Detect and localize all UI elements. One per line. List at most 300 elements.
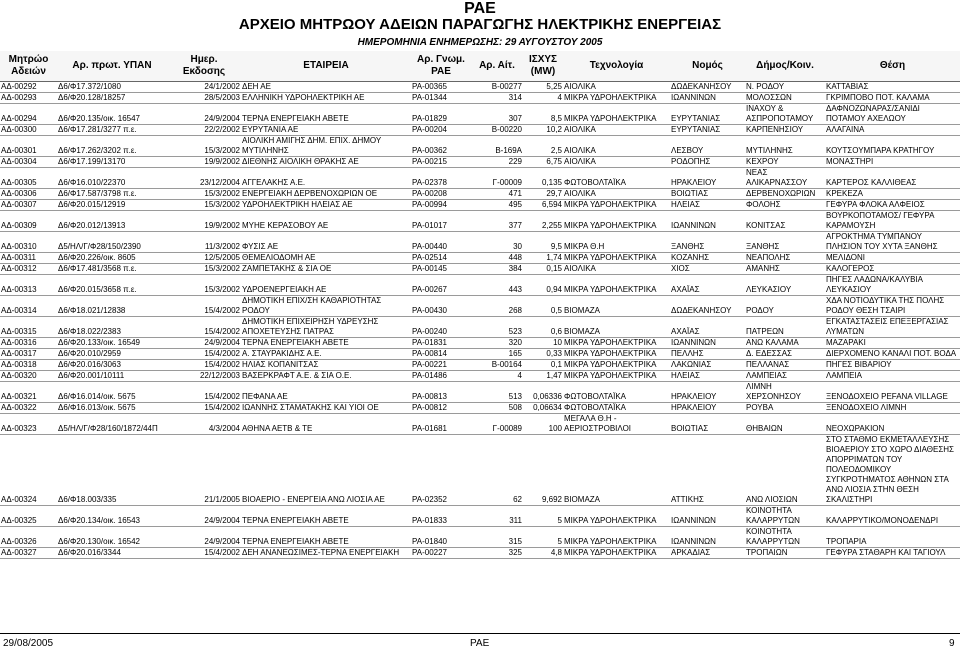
cell-technology: ΜΙΚΡΑ ΥΔΡΟΗΛΕΚΤΡΙΚΑ bbox=[563, 360, 670, 371]
cell-opinion-number: ΡΑ-00430 bbox=[411, 296, 471, 317]
cell-application-number: 314 bbox=[471, 93, 523, 104]
cell-company: ΙΩΑΝΝΗΣ ΣΤΑΜΑΤΑΚΗΣ ΚΑΙ ΥΙΟΙ ΟΕ bbox=[241, 403, 411, 414]
table-row bbox=[0, 317, 960, 338]
cell-prefecture: ΗΛΕΙΑΣ bbox=[670, 371, 745, 382]
table-row bbox=[0, 338, 960, 349]
cell-company: ΠΕΦΑΝΑ ΑΕ bbox=[241, 382, 411, 403]
table-row bbox=[0, 93, 960, 104]
cell-license-id: ΑΔ-00301 bbox=[0, 136, 57, 157]
cell-application-number: Β-00220 bbox=[471, 125, 523, 136]
cell-application-number: Β-169Α bbox=[471, 136, 523, 157]
cell-technology: ΜΙΚΡΑ ΥΔΡΟΗΛΕΚΤΡΙΚΑ bbox=[563, 211, 670, 232]
cell-capacity: 4 bbox=[523, 93, 563, 104]
cell-application-number: Β-00164 bbox=[471, 360, 523, 371]
cell-opinion-number: ΡΑ-00994 bbox=[411, 200, 471, 211]
cell-capacity: 4,8 bbox=[523, 548, 563, 559]
cell-capacity: 0,1 bbox=[523, 360, 563, 371]
cell-location: ΚΑΡΤΕΡΟΣ ΚΑΛΛΙΘΕΑΣ bbox=[825, 168, 960, 189]
cell-protocol-number: Δ6/Φ17.481/3568 π.ε. bbox=[57, 264, 167, 275]
cell-company: ΔΕΗ ΑΕ bbox=[241, 82, 411, 93]
cell-capacity: 0,5 bbox=[523, 296, 563, 317]
cell-protocol-number: Δ5/ΗΛ/Γ/Φ28/160/1872/44Π bbox=[57, 414, 167, 435]
cell-municipality: ΛΙΜΝΗ ΧΕΡΣΟΝΗΣΟΥ bbox=[745, 382, 825, 403]
cell-protocol-number: Δ6/Φ18.021/12838 bbox=[57, 296, 167, 317]
update-date: ΗΜΕΡΟΜΗΝΙΑ ΕΝΗΜΕΡΩΣΗΣ: 29 ΑΥΓΟΥΣΤΟΥ 2005 bbox=[357, 37, 603, 48]
cell-protocol-number: Δ6/Φ18.003/335 bbox=[57, 435, 167, 506]
cell-technology: ΦΩΤΟΒΟΛΤΑΪΚΑ bbox=[563, 168, 670, 189]
cell-municipality: ΚΟΝΙΤΣΑΣ bbox=[745, 211, 825, 232]
cell-company: ΕΝΕΡΓΕΙΑΚΗ ΔΕΡΒΕΝΟΧΩΡΙΩΝ ΟΕ bbox=[241, 189, 411, 200]
cell-capacity: 0,06336 bbox=[523, 382, 563, 403]
cell-issue-date: 22/2/2002 bbox=[167, 125, 241, 136]
cell-technology: ΜΙΚΡΑ ΥΔΡΟΗΛΕΚΤΡΙΚΑ bbox=[563, 253, 670, 264]
cell-location: ΓΕΦΥΡΑ ΦΛΟΚΑ ΑΛΦΕΙΟΣ bbox=[825, 200, 960, 211]
cell-location: ΔΙΕΡΧΟΜΕΝΟ ΚΑΝΑΛΙ ΠΟΤ. ΒΟΔΑ bbox=[825, 349, 960, 360]
cell-license-id: ΑΔ-00315 bbox=[0, 317, 57, 338]
cell-capacity: 0,6 bbox=[523, 317, 563, 338]
cell-issue-date: 15/3/2002 bbox=[167, 200, 241, 211]
cell-opinion-number: ΡΑ-00227 bbox=[411, 548, 471, 559]
cell-technology: ΑΙΟΛΙΚΑ bbox=[563, 264, 670, 275]
cell-location: ΝΕΟΧΩΡΑΚΙΟΝ bbox=[825, 414, 960, 435]
cell-company: ΜΥΗΕ ΚΕΡΑΣΟΒΟΥ ΑΕ bbox=[241, 211, 411, 232]
cell-technology: ΜΙΚΡΑ ΥΔΡΟΗΛΕΚΤΡΙΚΑ bbox=[563, 548, 670, 559]
cell-municipality: ΑΝΩ ΚΑΛΑΜΑ bbox=[745, 338, 825, 349]
cell-technology: ΑΙΟΛΙΚΑ bbox=[563, 82, 670, 93]
table-row bbox=[0, 200, 960, 211]
table-row bbox=[0, 414, 960, 435]
cell-prefecture: ΑΡΚΑΔΙΑΣ bbox=[670, 548, 745, 559]
cell-opinion-number: ΡΑ-00267 bbox=[411, 275, 471, 296]
cell-issue-date: 15/3/2002 bbox=[167, 189, 241, 200]
column-header-location: Θέση bbox=[825, 51, 960, 82]
cell-prefecture: ΗΡΑΚΛΕΙΟΥ bbox=[670, 403, 745, 414]
cell-location: ΕΓΚΑΤΑΣΤΑΣΕΙΣ ΕΠΕΞΕΡΓΑΣΙΑΣ ΛΥΜΑΤΩΝ bbox=[825, 317, 960, 338]
cell-issue-date: 24/9/2004 bbox=[167, 338, 241, 349]
cell-opinion-number: ΡΑ-00145 bbox=[411, 264, 471, 275]
cell-company: ΔΗΜΟΤΙΚΗ ΕΠΙΧ/ΣΗ ΚΑΘΑΡΙΟΤΗΤΑΣ ΡΟΔΟΥ bbox=[241, 296, 411, 317]
cell-license-id: ΑΔ-00292 bbox=[0, 82, 57, 93]
cell-application-number: 384 bbox=[471, 264, 523, 275]
cell-municipality: ΡΟΔΟΥ bbox=[745, 296, 825, 317]
cell-company: ΖΑΜΠΕΤΑΚΗΣ & ΣΙΑ ΟΕ bbox=[241, 264, 411, 275]
cell-location: ΑΛΑΓΑΙΝΑ bbox=[825, 125, 960, 136]
table-row bbox=[0, 168, 960, 189]
cell-capacity: 5 bbox=[523, 527, 563, 548]
cell-location: ΜΑΖΑΡΑΚΙ bbox=[825, 338, 960, 349]
cell-municipality: ΦΟΛΟΗΣ bbox=[745, 200, 825, 211]
cell-application-number: 320 bbox=[471, 338, 523, 349]
cell-technology: ΒΙΟΜΑΖΑ bbox=[563, 296, 670, 317]
cell-capacity: 1,47 bbox=[523, 371, 563, 382]
cell-opinion-number: ΡΑ-00814 bbox=[411, 349, 471, 360]
cell-location: ΚΑΛΟΓΕΡΟΣ bbox=[825, 264, 960, 275]
cell-issue-date: 4/3/2004 bbox=[167, 414, 241, 435]
cell-opinion-number: ΡΑ-01017 bbox=[411, 211, 471, 232]
cell-location: ΔΑΦΝΟΖΩΝΑΡΑΣ/ΣΑΝΙΔΙ ΠΟΤΑΜΟΥ ΑΧΕΛΩΟΥ bbox=[825, 104, 960, 125]
cell-opinion-number: ΡΑ-00221 bbox=[411, 360, 471, 371]
cell-issue-date: 15/4/2002 bbox=[167, 296, 241, 317]
table-row bbox=[0, 189, 960, 200]
cell-opinion-number: ΡΑ-00813 bbox=[411, 382, 471, 403]
cell-capacity: 8,5 bbox=[523, 104, 563, 125]
cell-protocol-number: Δ6/Φ20.001/10111 bbox=[57, 371, 167, 382]
cell-prefecture: ΗΛΕΙΑΣ bbox=[670, 200, 745, 211]
cell-application-number: 448 bbox=[471, 253, 523, 264]
cell-technology: ΦΩΤΟΒΟΛΤΑΪΚΑ bbox=[563, 382, 670, 403]
cell-prefecture: ΙΩΑΝΝΙΝΩΝ bbox=[670, 93, 745, 104]
cell-company: ΤΕΡΝΑ ΕΝΕΡΓΕΙΑΚΗ ΑΒΕΤΕ bbox=[241, 506, 411, 527]
cell-municipality: ΡΟΥΒΑ bbox=[745, 403, 825, 414]
cell-application-number: 377 bbox=[471, 211, 523, 232]
cell-technology: ΦΩΤΟΒΟΛΤΑΪΚΑ bbox=[563, 403, 670, 414]
cell-municipality: ΑΝΩ ΛΙΟΣΙΩΝ bbox=[745, 435, 825, 506]
cell-application-number: 311 bbox=[471, 506, 523, 527]
cell-company: ΒΙΟΑΕΡΙΟ - ΕΝΕΡΓΕΙΑ ΑΝΩ ΛΙΟΣΙΑ ΑΕ bbox=[241, 435, 411, 506]
cell-opinion-number: ΡΑ-00365 bbox=[411, 82, 471, 93]
cell-prefecture: ΛΑΚΩΝΙΑΣ bbox=[670, 360, 745, 371]
cell-company: ΔΙΕΘΝΗΣ ΑΙΟΛΙΚΗ ΘΡΑΚΗΣ ΑΕ bbox=[241, 157, 411, 168]
cell-license-id: ΑΔ-00327 bbox=[0, 548, 57, 559]
cell-municipality: ΝΕΑΣ ΑΛΙΚΑΡΝΑΣΣΟΥ bbox=[745, 168, 825, 189]
cell-technology: ΜΙΚΡΑ ΥΔΡΟΗΛΕΚΤΡΙΚΑ bbox=[563, 506, 670, 527]
cell-license-id: ΑΔ-00324 bbox=[0, 435, 57, 506]
cell-municipality: ΑΜΑΝΗΣ bbox=[745, 264, 825, 275]
cell-prefecture: ΒΟΙΩΤΙΑΣ bbox=[670, 414, 745, 435]
cell-location: ΜΟΝΑΣΤΗΡΙ bbox=[825, 157, 960, 168]
cell-application-number: 307 bbox=[471, 104, 523, 125]
cell-technology: ΜΕΓΑΛΑ Θ.Η - ΑΕΡΙΟΣΤΡΟΒΙΛΟΙ bbox=[563, 414, 670, 435]
cell-location: ΓΚΡΙΜΠΟΒΟ ΠΟΤ. ΚΑΛΑΜΑ bbox=[825, 93, 960, 104]
cell-opinion-number: ΡΑ-00812 bbox=[411, 403, 471, 414]
footer-divider bbox=[0, 633, 960, 634]
cell-issue-date: 23/12/2004 bbox=[167, 168, 241, 189]
cell-protocol-number: Δ6/Φ16.014/οικ. 5675 bbox=[57, 382, 167, 403]
table-row bbox=[0, 403, 960, 414]
table-row bbox=[0, 548, 960, 559]
cell-municipality: ΞΑΝΘΗΣ bbox=[745, 232, 825, 253]
cell-issue-date: 12/5/2005 bbox=[167, 253, 241, 264]
cell-issue-date: 22/12/2003 bbox=[167, 371, 241, 382]
cell-municipality: ΚΕΧΡΟΥ bbox=[745, 157, 825, 168]
table-row bbox=[0, 264, 960, 275]
table-row bbox=[0, 527, 960, 548]
cell-prefecture: ΕΥΡΥΤΑΝΙΑΣ bbox=[670, 125, 745, 136]
cell-location: ΑΓΡΟΚΤΗΜΑ ΤΥΜΠΑΝΟΥ ΠΛΗΣΙΟΝ ΤΟΥ ΧΥΤΑ ΞΑΝΘΗΣ bbox=[825, 232, 960, 253]
cell-municipality: ΠΑΤΡΕΩΝ bbox=[745, 317, 825, 338]
cell-location: ΜΕΛΙΔΟΝΙ bbox=[825, 253, 960, 264]
cell-protocol-number: Δ6/Φ17.372/1080 bbox=[57, 82, 167, 93]
cell-company: ΔΗΜΟΤΙΚΗ ΕΠΙΧΕΙΡΗΣΗ ΥΔΡΕΥΣΗΣ ΑΠΟΧΕΤΕΥΣΗΣ ΠΑΤΡΑΣ bbox=[241, 317, 411, 338]
column-header-protocol-number: Αρ. πρωτ. ΥΠΑΝ bbox=[57, 51, 167, 82]
cell-issue-date: 15/4/2002 bbox=[167, 548, 241, 559]
cell-license-id: ΑΔ-00293 bbox=[0, 93, 57, 104]
cell-prefecture: ΛΕΣΒΟΥ bbox=[670, 136, 745, 157]
cell-municipality: ΙΝΑΧΟΥ & ΑΣΠΡΟΠΟΤΑΜΟΥ bbox=[745, 104, 825, 125]
cell-application-number: 513 bbox=[471, 382, 523, 403]
cell-capacity: 1,74 bbox=[523, 253, 563, 264]
cell-protocol-number: Δ6/Φ17.199/13170 bbox=[57, 157, 167, 168]
cell-issue-date: 24/9/2004 bbox=[167, 104, 241, 125]
table-row bbox=[0, 136, 960, 157]
cell-technology: ΜΙΚΡΑ ΥΔΡΟΗΛΕΚΤΡΙΚΑ bbox=[563, 93, 670, 104]
table-row bbox=[0, 275, 960, 296]
cell-prefecture: ΡΟΔΟΠΗΣ bbox=[670, 157, 745, 168]
cell-municipality: ΔΕΡΒΕΝΟΧΩΡΙΩΝ bbox=[745, 189, 825, 200]
cell-protocol-number: Δ6/Φ20.226/οικ. 8605 bbox=[57, 253, 167, 264]
cell-capacity: 5 bbox=[523, 506, 563, 527]
cell-application-number: 165 bbox=[471, 349, 523, 360]
cell-protocol-number: Δ6/Φ20.010/2959 bbox=[57, 349, 167, 360]
cell-opinion-number: ΡΑ-01829 bbox=[411, 104, 471, 125]
cell-opinion-number: ΡΑ-00240 bbox=[411, 317, 471, 338]
cell-technology: ΒΙΟΜΑΖΑ bbox=[563, 435, 670, 506]
cell-technology: ΒΙΟΜΑΖΑ bbox=[563, 317, 670, 338]
licenses-table bbox=[0, 51, 960, 559]
column-header-company: ΕΤΑΙΡΕΙΑ bbox=[241, 51, 411, 82]
cell-protocol-number: Δ6/Φ20.015/12919 bbox=[57, 200, 167, 211]
cell-application-number: 30 bbox=[471, 232, 523, 253]
cell-protocol-number: Δ6/Φ18.022/2383 bbox=[57, 317, 167, 338]
cell-prefecture: ΔΩΔΕΚΑΝΗΣΟΥ bbox=[670, 296, 745, 317]
cell-opinion-number: ΡΑ-01831 bbox=[411, 338, 471, 349]
cell-opinion-number: ΡΑ-01840 bbox=[411, 527, 471, 548]
cell-location: ΣΤΟ ΣΤΑΘΜΟ ΕΚΜΕΤΑΛΛΕΥΣΗΣ ΒΙΟΑΕΡΙΟΥ ΣΤΟ ΧΩΡΟ ΔΙΑΘΕΣΗΣ ΑΠΟΡΡΙΜΑΤΩΝ ΤΟΥ ΠΟΛΕΟΔΟΜΙΚΟΥ ΣΥΓΚΡΟΤΗΜΑΤΟΣ ΑΘΗΝΩΝ ΣΤΑ ΑΝΩ ΛΙΟΣΙΑ ΣΤΗΝ ΘΕΣΗ ΣΚΑΛΙΣΤΗΡΙ bbox=[825, 435, 960, 506]
cell-license-id: ΑΔ-00321 bbox=[0, 382, 57, 403]
cell-municipality: ΘΗΒΑΙΩΝ bbox=[745, 414, 825, 435]
cell-application-number: 495 bbox=[471, 200, 523, 211]
cell-protocol-number: Δ6/Φ20.015/3658 π.ε. bbox=[57, 275, 167, 296]
cell-capacity: 0,135 bbox=[523, 168, 563, 189]
cell-license-id: ΑΔ-00322 bbox=[0, 403, 57, 414]
cell-protocol-number: Δ6/Φ20.130/οικ. 16542 bbox=[57, 527, 167, 548]
cell-issue-date: 24/9/2004 bbox=[167, 527, 241, 548]
cell-prefecture: ΑΤΤΙΚΗΣ bbox=[670, 435, 745, 506]
table-row bbox=[0, 382, 960, 403]
cell-license-id: ΑΔ-00314 bbox=[0, 296, 57, 317]
cell-capacity: 10 bbox=[523, 338, 563, 349]
cell-prefecture: ΙΩΑΝΝΙΝΩΝ bbox=[670, 338, 745, 349]
cell-company: ΑΘΗΝΑ ΑΕΤΒ & ΤΕ bbox=[241, 414, 411, 435]
column-header-license-id: Μητρώο Αδειών bbox=[0, 51, 57, 82]
cell-prefecture: ΒΟΙΩΤΙΑΣ bbox=[670, 189, 745, 200]
column-header-prefecture: Νομός bbox=[670, 51, 745, 82]
cell-protocol-number: Δ6/Φ20.134/οικ. 16543 bbox=[57, 506, 167, 527]
cell-company: ΕΛΛΗΝΙΚΗ ΥΔΡΟΗΛΕΚΤΡΙΚΗ ΑΕ bbox=[241, 93, 411, 104]
table-row bbox=[0, 82, 960, 93]
cell-company: ΥΔΡΟΕΝΕΡΓΕΙΑΚΗ ΑΕ bbox=[241, 275, 411, 296]
cell-location: ΤΡΟΠΑΡΙΑ bbox=[825, 527, 960, 548]
cell-company: ΥΔΡΟΗΛΕΚΤΡΙΚΗ ΗΛΕΙΑΣ ΑΕ bbox=[241, 200, 411, 211]
cell-license-id: ΑΔ-00326 bbox=[0, 527, 57, 548]
cell-municipality: Ν. ΡΟΔΟΥ bbox=[745, 82, 825, 93]
cell-license-id: ΑΔ-00309 bbox=[0, 211, 57, 232]
cell-license-id: ΑΔ-00307 bbox=[0, 200, 57, 211]
cell-opinion-number: ΡΑ-00440 bbox=[411, 232, 471, 253]
cell-capacity: 29,7 bbox=[523, 189, 563, 200]
cell-technology: ΜΙΚΡΑ ΥΔΡΟΗΛΕΚΤΡΙΚΑ bbox=[563, 200, 670, 211]
cell-prefecture: ΧΙΟΣ bbox=[670, 264, 745, 275]
cell-license-id: ΑΔ-00310 bbox=[0, 232, 57, 253]
cell-company: ΕΥΡΥΤΑΝΙΑ ΑΕ bbox=[241, 125, 411, 136]
table-row bbox=[0, 157, 960, 168]
cell-application-number: 508 bbox=[471, 403, 523, 414]
cell-opinion-number: ΡΑ-00215 bbox=[411, 157, 471, 168]
cell-location: ΛΑΜΠΕΙΑ bbox=[825, 371, 960, 382]
cell-municipality: ΝΕΑΠΟΛΗΣ bbox=[745, 253, 825, 264]
column-header-municipality: Δήμος/Κοιν. bbox=[745, 51, 825, 82]
cell-application-number: 523 bbox=[471, 317, 523, 338]
cell-license-id: ΑΔ-00313 bbox=[0, 275, 57, 296]
cell-municipality: ΤΡΟΠΑΙΩΝ bbox=[745, 548, 825, 559]
table-row bbox=[0, 232, 960, 253]
cell-location: ΞΕΝΟΔΟΧΕΙΟ PEFANA VILLAGE bbox=[825, 382, 960, 403]
cell-protocol-number: Δ6/Φ17.281/3277 π.ε. bbox=[57, 125, 167, 136]
cell-technology: ΜΙΚΡΑ ΥΔΡΟΗΛΕΚΤΡΙΚΑ bbox=[563, 104, 670, 125]
cell-license-id: ΑΔ-00311 bbox=[0, 253, 57, 264]
cell-capacity: 2,5 bbox=[523, 136, 563, 157]
column-header-issue-date: Ημερ. Εκδοσης bbox=[167, 51, 241, 82]
document-title: ΑΡΧΕΙΟ ΜΗΤΡΩΟΥ ΑΔΕΙΩΝ ΠΑΡΑΓΩΓΗΣ ΗΛΕΚΤΡΙΚΗΣ ΕΝΕΡΓΕΙΑΣ bbox=[238, 16, 722, 33]
cell-opinion-number: ΡΑ-02514 bbox=[411, 253, 471, 264]
cell-municipality: ΚΑΡΠΕΝΗΣΙΟΥ bbox=[745, 125, 825, 136]
cell-capacity: 0,33 bbox=[523, 349, 563, 360]
table-row bbox=[0, 296, 960, 317]
cell-protocol-number: Δ5/ΗΛ/Γ/Φ28/150/2390 bbox=[57, 232, 167, 253]
cell-protocol-number: Δ6/Φ20.133/οικ. 16549 bbox=[57, 338, 167, 349]
cell-application-number: 268 bbox=[471, 296, 523, 317]
cell-license-id: ΑΔ-00325 bbox=[0, 506, 57, 527]
table-row bbox=[0, 349, 960, 360]
cell-capacity: 9,5 bbox=[523, 232, 563, 253]
table-row bbox=[0, 104, 960, 125]
cell-issue-date: 15/4/2002 bbox=[167, 317, 241, 338]
cell-opinion-number: ΡΑ-01833 bbox=[411, 506, 471, 527]
cell-issue-date: 24/1/2002 bbox=[167, 82, 241, 93]
cell-prefecture: ΕΥΡΥΤΑΝΙΑΣ bbox=[670, 104, 745, 125]
cell-prefecture: ΙΩΑΝΝΙΝΩΝ bbox=[670, 527, 745, 548]
cell-location: ΓΕΦΥΡΑ ΣΤΑΘΑΡΗ ΚΑΙ ΤΑΓΙΟΥΛ bbox=[825, 548, 960, 559]
cell-company: ΤΕΡΝΑ ΕΝΕΡΓΕΙΑΚΗ ΑΒΕΤΕ bbox=[241, 527, 411, 548]
cell-location: ΧΔΑ ΝΟΤΙΟΔΥΤΙΚΑ ΤΗΣ ΠΟΛΗΣ ΡΟΔΟΥ ΘΕΣΗ ΤΣΑΙΡΙ bbox=[825, 296, 960, 317]
cell-company: ΑΓΓΕΛΑΚΗΣ Α.Ε. bbox=[241, 168, 411, 189]
cell-company: ΗΛΙΑΣ ΚΟΠΑΝΙΤΣΑΣ bbox=[241, 360, 411, 371]
cell-municipality: Δ. ΕΔΕΣΣΑΣ bbox=[745, 349, 825, 360]
table-header-row bbox=[0, 51, 960, 82]
cell-prefecture: ΑΧΑΪΑΣ bbox=[670, 275, 745, 296]
cell-technology: ΑΙΟΛΙΚΑ bbox=[563, 125, 670, 136]
cell-capacity: 0,15 bbox=[523, 264, 563, 275]
cell-prefecture: ΗΡΑΚΛΕΙΟΥ bbox=[670, 168, 745, 189]
table-row bbox=[0, 253, 960, 264]
cell-issue-date: 15/4/2002 bbox=[167, 403, 241, 414]
cell-location: ΚΡΕΚΕΖΑ bbox=[825, 189, 960, 200]
cell-opinion-number: ΡΑ-01344 bbox=[411, 93, 471, 104]
cell-issue-date: 15/4/2002 bbox=[167, 360, 241, 371]
footer-org: ΡΑΕ bbox=[470, 638, 490, 649]
cell-location: ΠΗΓΕΣ ΒΙΒΑΡΙΟΥ bbox=[825, 360, 960, 371]
cell-application-number: 315 bbox=[471, 527, 523, 548]
org-title: ΡΑΕ bbox=[464, 0, 496, 17]
cell-license-id: ΑΔ-00318 bbox=[0, 360, 57, 371]
cell-capacity: 6,594 bbox=[523, 200, 563, 211]
cell-company: ΘΕΜΕΛΙΟΔΟΜΗ ΑΕ bbox=[241, 253, 411, 264]
cell-company: ΑΙΟΛΙΚΗ ΑΜΙΓΗΣ ΔΗΜ. ΕΠΙΧ. ΔΗΜΟΥ ΜΥΤΙΛΗΝΗΣ bbox=[241, 136, 411, 157]
cell-application-number: Β-00277 bbox=[471, 82, 523, 93]
cell-prefecture: ΗΡΑΚΛΕΙΟΥ bbox=[670, 382, 745, 403]
cell-application-number: 4 bbox=[471, 371, 523, 382]
cell-technology: ΑΙΟΛΙΚΑ bbox=[563, 189, 670, 200]
cell-location: ΚΑΤΤΑΒΙΑΣ bbox=[825, 82, 960, 93]
cell-license-id: ΑΔ-00305 bbox=[0, 168, 57, 189]
cell-application-number: 229 bbox=[471, 157, 523, 168]
cell-prefecture: ΔΩΔΕΚΑΝΗΣΟΥ bbox=[670, 82, 745, 93]
cell-issue-date: 11/3/2002 bbox=[167, 232, 241, 253]
cell-technology: ΑΙΟΛΙΚΑ bbox=[563, 157, 670, 168]
cell-technology: ΑΙΟΛΙΚΑ bbox=[563, 136, 670, 157]
cell-prefecture: ΠΕΛΛΗΣ bbox=[670, 349, 745, 360]
cell-issue-date: 19/9/2002 bbox=[167, 157, 241, 168]
cell-company: Α. ΣΤΑΥΡΑΚΙΔΗΣ Α.Ε. bbox=[241, 349, 411, 360]
cell-application-number: 62 bbox=[471, 435, 523, 506]
cell-opinion-number: ΡΑ-01681 bbox=[411, 414, 471, 435]
cell-protocol-number: Δ6/Φ20.012/13913 bbox=[57, 211, 167, 232]
cell-protocol-number: Δ6/Φ20.135/οικ. 16547 bbox=[57, 104, 167, 125]
table-row bbox=[0, 360, 960, 371]
cell-license-id: ΑΔ-00306 bbox=[0, 189, 57, 200]
cell-technology: ΜΙΚΡΑ ΥΔΡΟΗΛΕΚΤΡΙΚΑ bbox=[563, 338, 670, 349]
table-row bbox=[0, 506, 960, 527]
cell-company: ΤΕΡΝΑ ΕΝΕΡΓΕΙΑΚΗ ΑΒΕΤΕ bbox=[241, 104, 411, 125]
cell-issue-date: 15/4/2002 bbox=[167, 382, 241, 403]
column-header-technology: Τεχνολογία bbox=[563, 51, 670, 82]
cell-capacity: 100 bbox=[523, 414, 563, 435]
cell-capacity: 10,2 bbox=[523, 125, 563, 136]
cell-issue-date: 15/3/2002 bbox=[167, 275, 241, 296]
cell-protocol-number: Δ6/Φ17.262/3202 π.ε. bbox=[57, 136, 167, 157]
cell-company: ΦΥΣΙΣ ΑΕ bbox=[241, 232, 411, 253]
cell-opinion-number: ΡΑ-02378 bbox=[411, 168, 471, 189]
cell-license-id: ΑΔ-00323 bbox=[0, 414, 57, 435]
cell-protocol-number: Δ6/Φ16.013/οικ. 5675 bbox=[57, 403, 167, 414]
cell-technology: ΜΙΚΡΑ ΥΔΡΟΗΛΕΚΤΡΙΚΑ bbox=[563, 349, 670, 360]
cell-application-number: 325 bbox=[471, 548, 523, 559]
table-row bbox=[0, 371, 960, 382]
table-row bbox=[0, 125, 960, 136]
cell-license-id: ΑΔ-00317 bbox=[0, 349, 57, 360]
table-row bbox=[0, 211, 960, 232]
cell-location: ΞΕΝΟΔΟΧΕΙΟ ΛΙΜΝΗ bbox=[825, 403, 960, 414]
cell-municipality: ΜΟΛΟΣΣΩΝ bbox=[745, 93, 825, 104]
cell-protocol-number: Δ6/Φ20.016/3344 bbox=[57, 548, 167, 559]
page-number: 9 bbox=[949, 638, 955, 649]
table-row bbox=[0, 435, 960, 506]
cell-technology: ΜΙΚΡΑ ΥΔΡΟΗΛΕΚΤΡΙΚΑ bbox=[563, 275, 670, 296]
cell-location: ΚΑΛΑΡΡΥΤΙΚΟ/ΜΟΝΟΔΕΝΔΡΙ bbox=[825, 506, 960, 527]
cell-issue-date: 15/4/2002 bbox=[167, 349, 241, 360]
cell-capacity: 5,25 bbox=[523, 82, 563, 93]
cell-municipality: ΚΟΙΝΟΤΗΤΑ ΚΑΛΑΡΡΥΤΩΝ bbox=[745, 506, 825, 527]
cell-location: ΒΟΥΡΚΟΠΟΤΑΜΟΣ/ ΓΕΦΥΡΑ ΚΑΡΑΜΟΥΣΗ bbox=[825, 211, 960, 232]
cell-prefecture: ΞΑΝΘΗΣ bbox=[670, 232, 745, 253]
cell-protocol-number: Δ6/Φ17.587/3798 π.ε. bbox=[57, 189, 167, 200]
cell-issue-date: 28/5/2003 bbox=[167, 93, 241, 104]
cell-municipality: ΛΑΜΠΕΙΑΣ bbox=[745, 371, 825, 382]
cell-municipality: ΠΕΛΛΑΝΑΣ bbox=[745, 360, 825, 371]
cell-municipality: ΚΟΙΝΟΤΗΤΑ ΚΑΛΑΡΡΥΤΩΝ bbox=[745, 527, 825, 548]
cell-issue-date: 24/9/2004 bbox=[167, 506, 241, 527]
cell-company: ΒΑΣΕΡΚΡΑΦΤ Α.Ε. & ΣΙΑ Ο.Ε. bbox=[241, 371, 411, 382]
